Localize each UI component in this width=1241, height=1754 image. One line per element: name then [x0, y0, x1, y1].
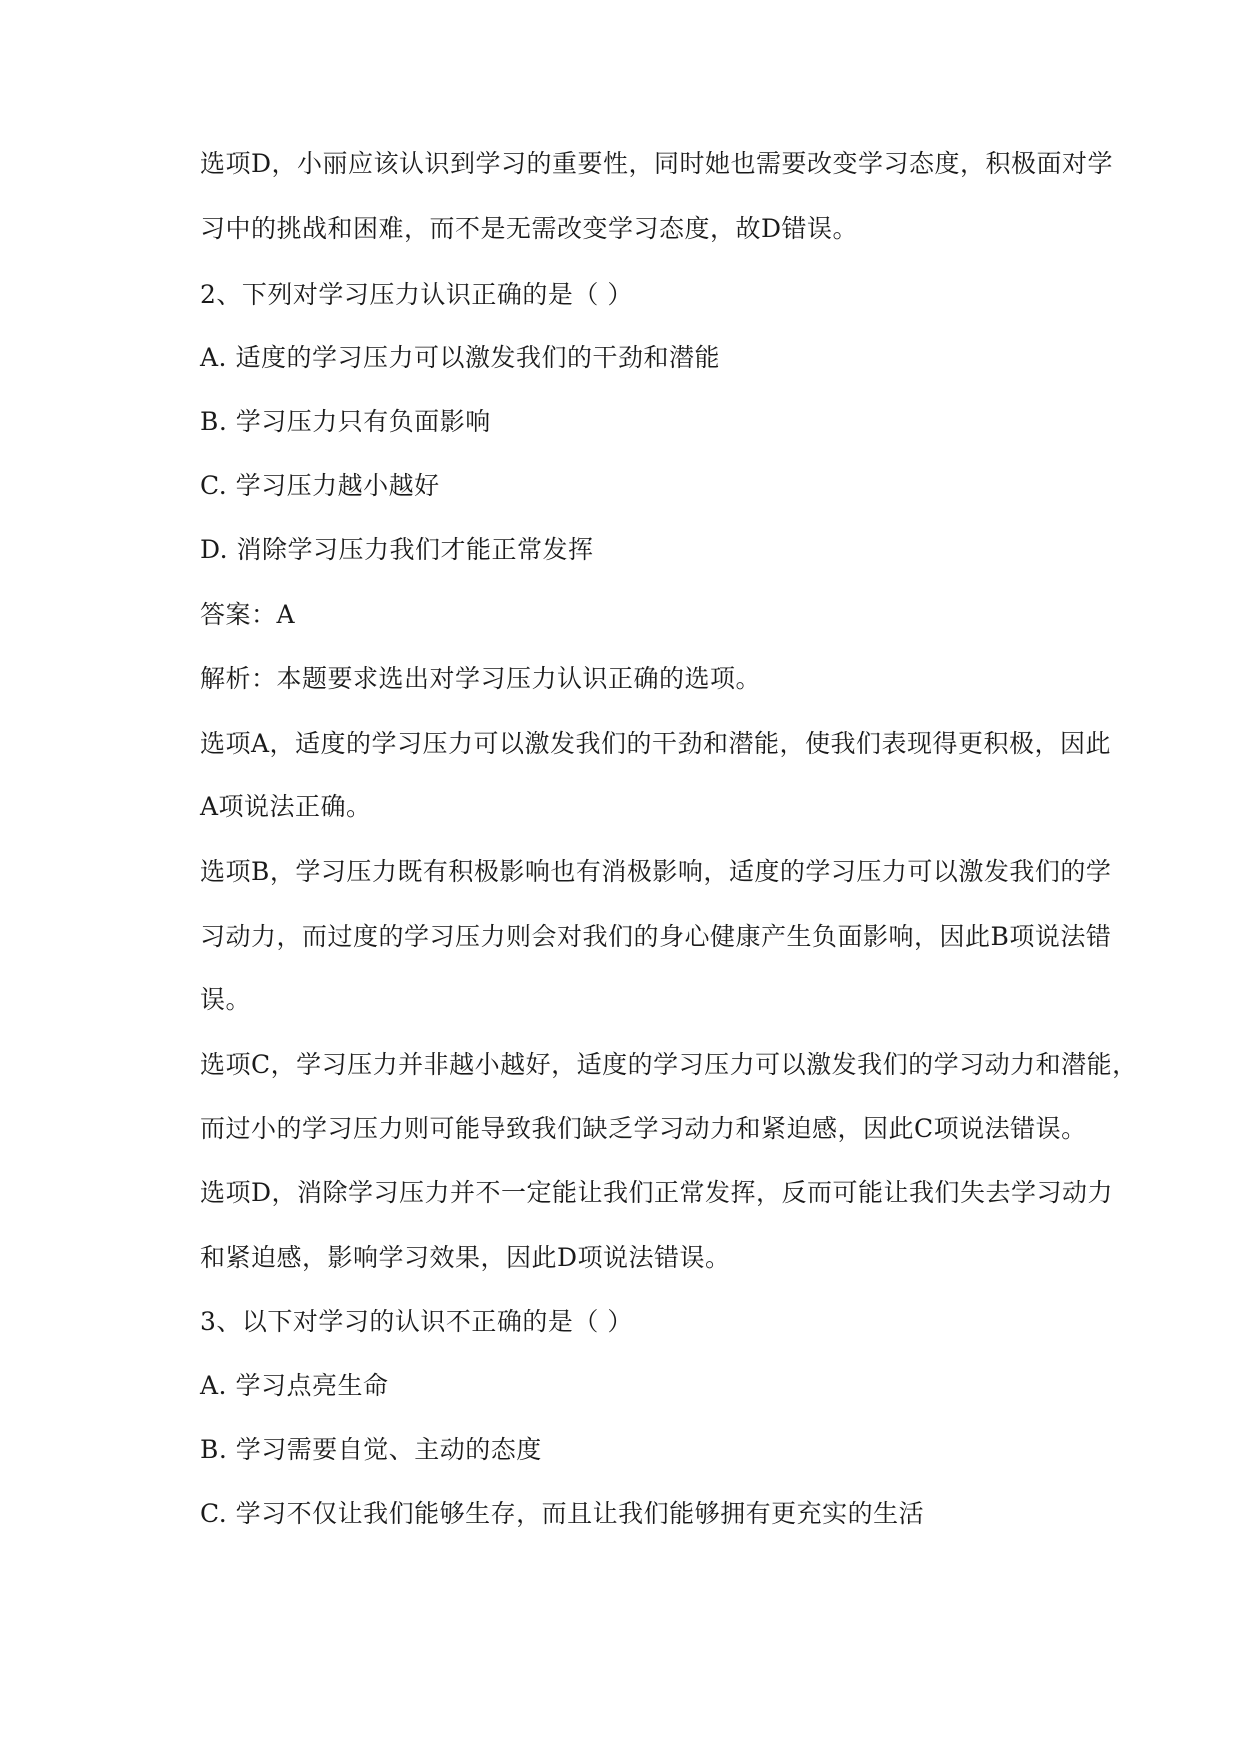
question-3-option-b: B. 学习需要自觉、主动的态度	[200, 1435, 542, 1464]
text-line: 而过小的学习压力则可能导致我们缺乏学习动力和紧迫感，因此C项说法错误。	[200, 1114, 1087, 1143]
question-2-option-b: B. 学习压力只有负面影响	[200, 407, 491, 436]
text-line: 习动力，而过度的学习压力则会对我们的身心健康产生负面影响，因此B项说法错	[200, 922, 1112, 951]
text-line: 误。	[200, 985, 252, 1014]
question-2-stem: 2、下列对学习压力认识正确的是（ ）	[200, 280, 633, 309]
text-line: 习中的挑战和困难，而不是无需改变学习态度，故D错误。	[200, 214, 859, 243]
text-line: 和紧迫感，影响学习效果，因此D项说法错误。	[200, 1243, 731, 1272]
text-line: 选项D，消除学习压力并不一定能让我们正常发挥，反而可能让我们失去学习动力	[200, 1178, 1114, 1207]
question-2-analysis: 解析：本题要求选出对学习压力认识正确的选项。	[200, 664, 762, 693]
question-3-stem: 3、以下对学习的认识不正确的是（ ）	[200, 1307, 633, 1336]
question-2-answer: 答案：A	[200, 600, 296, 629]
question-3-option-a: A. 学习点亮生命	[200, 1371, 389, 1400]
question-2-option-a: A. 适度的学习压力可以激发我们的干劲和潜能	[200, 343, 720, 372]
text-line: 选项D，小丽应该认识到学习的重要性，同时她也需要改变学习态度，积极面对学	[200, 149, 1114, 178]
question-2-option-d: D. 消除学习压力我们才能正常发挥	[200, 535, 594, 564]
text-line: A项说法正确。	[200, 792, 372, 821]
text-line: 选项C，学习压力并非越小越好，适度的学习压力可以激发我们的学习动力和潜能，	[200, 1050, 1138, 1079]
question-2-option-c: C. 学习压力越小越好	[200, 471, 440, 500]
question-3-option-c: C. 学习不仅让我们能够生存，而且让我们能够拥有更充实的生活	[200, 1499, 925, 1528]
text-line: 选项B，学习压力既有积极影响也有消极影响，适度的学习压力可以激发我们的学	[200, 857, 1112, 886]
text-line: 选项A，适度的学习压力可以激发我们的干劲和潜能，使我们表现得更积极，因此	[200, 729, 1112, 758]
